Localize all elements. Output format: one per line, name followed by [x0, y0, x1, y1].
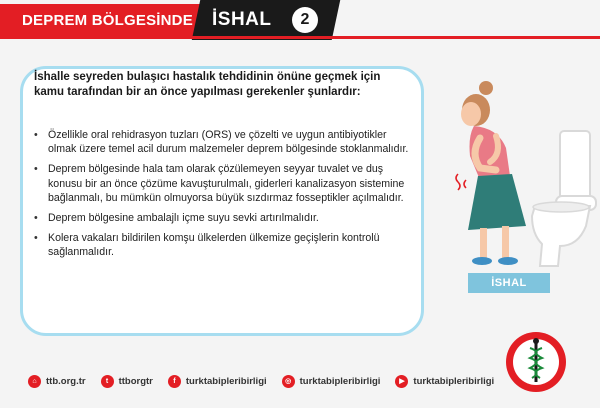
footer-link-youtube[interactable]	[395, 375, 494, 388]
intro-text: İshalle seyreden bulaşıcı hastalık tehdidinin önüne geçmek için kamu tarafından bir an önce yapılması gerekenler şunlardır:	[34, 71, 381, 98]
toilet-icon	[532, 131, 596, 266]
list-item: • Özellikle oral rehidrasyon tuzları (ORS) ve çözelti ve uygun antibiyotikler olmak üzere temel acil durum malzemeler deprem bölgesinde stoklanmalıdır.	[34, 128, 412, 156]
footer-link-instagram[interactable]	[282, 375, 381, 388]
woman-figure	[456, 81, 526, 265]
footer-link-facebook[interactable]	[168, 375, 267, 388]
home-icon: ⌂	[28, 375, 41, 388]
recommendation-list	[34, 128, 412, 266]
topic-number-badge: 2	[292, 7, 318, 33]
footer-link-text: ttb.org.tr	[46, 375, 86, 387]
twitter-icon: t	[101, 375, 114, 388]
illustration-label: İSHAL	[468, 273, 550, 293]
footer-bottom-strip	[0, 408, 600, 420]
facebook-icon: f	[168, 375, 181, 388]
instagram-icon: ◎	[282, 375, 295, 388]
footer-link-text: turktabipleribirligi	[299, 375, 381, 387]
section-title: DEPREM BÖLGESİNDE	[22, 11, 193, 29]
footer-link-text: turktabipleribirligi	[185, 375, 267, 387]
footer-link-text: ttborgtr	[118, 375, 153, 387]
footer-link-text: turktabipleribirligi	[413, 375, 495, 387]
diarrhea-illustration	[440, 76, 600, 276]
topic-title: İSHAL	[212, 9, 272, 30]
header-section-label	[0, 4, 200, 36]
footer-link-twitter[interactable]	[101, 375, 153, 388]
footer-link-website[interactable]	[28, 375, 86, 388]
footer-social-links	[28, 372, 509, 390]
youtube-icon: ▶	[395, 375, 408, 388]
list-item: • Deprem bölgesinde hala tam olarak çözülemeyen seyyar tuvalet ve duş konusu bir an önce çözüme kavuşturulmalı, giderleri kanalizasyon sistemine bağlanmalı, bu mümkün olmuyorsa büyük sızdırmaz fosseptikler açılmalıdır.	[34, 162, 412, 205]
list-item: • Kolera vakaları bildirilen komşu ülkelerden ülkemize geçişlerin kontrolü sağlanmalıdır.	[34, 231, 412, 259]
header-divider	[0, 36, 600, 39]
ttb-logo	[504, 330, 568, 394]
list-item: • Deprem bölgesine ambalajlı içme suyu sevki artırılmalıdır.	[34, 211, 412, 225]
